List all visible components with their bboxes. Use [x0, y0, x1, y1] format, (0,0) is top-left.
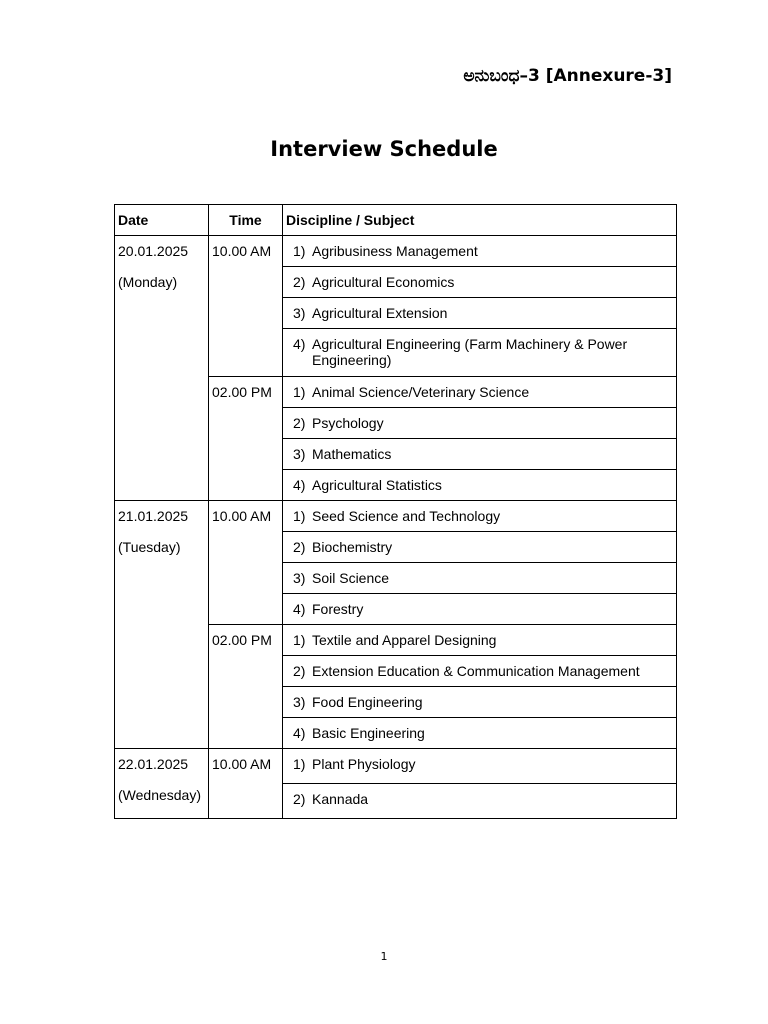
weekday-label: (Monday): [118, 274, 178, 290]
date-cell: [115, 501, 209, 749]
subject-name: Kannada: [312, 791, 369, 807]
subject-name: Seed Science and Technology: [312, 508, 501, 524]
column-header-time: Time: [209, 205, 283, 236]
subject-name: Psychology: [312, 415, 384, 431]
subject-cell: [283, 470, 677, 501]
subject-cell: [283, 563, 677, 594]
date-cell: [115, 236, 209, 501]
subject-number: 1): [293, 384, 306, 400]
time-cell: 02.00 PM: [209, 377, 283, 501]
subject-cell: [283, 749, 677, 784]
weekday-label: (Tuesday): [118, 539, 181, 555]
subject-name: Agribusiness Management: [312, 243, 478, 259]
subject-cell: [283, 439, 677, 470]
subject-number: 4): [293, 477, 306, 493]
subject-name: Mathematics: [312, 446, 392, 462]
subject-name: Food Engineering: [312, 694, 423, 710]
subject-cell: [283, 594, 677, 625]
subject-name: Extension Education & Communication Management: [312, 663, 640, 679]
subject-number: 2): [293, 791, 306, 807]
table-row: [115, 749, 677, 784]
subject-name: Soil Science: [312, 570, 390, 586]
subject-name: Biochemistry: [312, 539, 393, 555]
subject-cell: [283, 718, 677, 749]
annexure-label: ಅನುಬಂಧ–3 [Annexure-3]: [463, 66, 672, 86]
subject-name: Agricultural Statistics: [312, 477, 442, 493]
page-number: 1: [380, 950, 388, 963]
subject-name: Agricultural Engineering (Farm Machinery & Power Engineering): [312, 336, 628, 368]
subject-cell: [283, 408, 677, 439]
subject-cell: [283, 625, 677, 656]
subject-number: 3): [293, 694, 306, 710]
date-value: 22.01.2025: [118, 756, 189, 772]
table-row: [115, 236, 677, 267]
subject-number: 4): [293, 725, 306, 741]
subject-cell: [283, 236, 677, 267]
subject-number: 1): [293, 508, 306, 524]
subject-name: Forestry: [312, 601, 364, 617]
subject-number: 3): [293, 305, 306, 321]
date-value: 20.01.2025: [118, 243, 189, 259]
subject-number: 2): [293, 274, 306, 290]
subject-number: 4): [293, 336, 306, 352]
time-cell: 02.00 PM: [209, 625, 283, 749]
subject-cell: [283, 501, 677, 532]
time-cell: 10.00 AM: [209, 236, 283, 377]
subject-number: 2): [293, 539, 306, 555]
table-header-row: [115, 205, 677, 236]
time-cell: 10.00 AM: [209, 749, 283, 819]
subject-name: Textile and Apparel Designing: [312, 632, 497, 648]
subject-number: 1): [293, 243, 306, 259]
column-header-subject: Discipline / Subject: [283, 205, 677, 236]
subject-number: 1): [293, 756, 306, 772]
subject-number: 2): [293, 663, 306, 679]
subject-number: 3): [293, 570, 306, 586]
subject-cell: [283, 298, 677, 329]
subject-cell: [283, 267, 677, 298]
date-cell: [115, 749, 209, 819]
subject-name: Agricultural Economics: [312, 274, 455, 290]
subject-cell: [283, 377, 677, 408]
subject-cell: [283, 656, 677, 687]
time-cell: 10.00 AM: [209, 501, 283, 625]
column-header-date: Date: [115, 205, 209, 236]
page-title: Interview Schedule: [270, 137, 498, 161]
date-value: 21.01.2025: [118, 508, 189, 524]
interview-schedule-table: [114, 204, 677, 819]
subject-cell: [283, 784, 677, 819]
subject-number: 1): [293, 632, 306, 648]
subject-name: Basic Engineering: [312, 725, 425, 741]
subject-number: 4): [293, 601, 306, 617]
subject-number: 3): [293, 446, 306, 462]
subject-name: Agricultural Extension: [312, 305, 448, 321]
subject-name: Plant Physiology: [312, 756, 416, 772]
schedule-body: [115, 236, 677, 819]
subject-cell: [283, 329, 677, 377]
subject-number: 2): [293, 415, 306, 431]
table-row: [115, 501, 677, 532]
subject-name: Animal Science/Veterinary Science: [312, 384, 530, 400]
subject-cell: [283, 532, 677, 563]
weekday-label: (Wednesday): [118, 787, 202, 803]
subject-cell: [283, 687, 677, 718]
